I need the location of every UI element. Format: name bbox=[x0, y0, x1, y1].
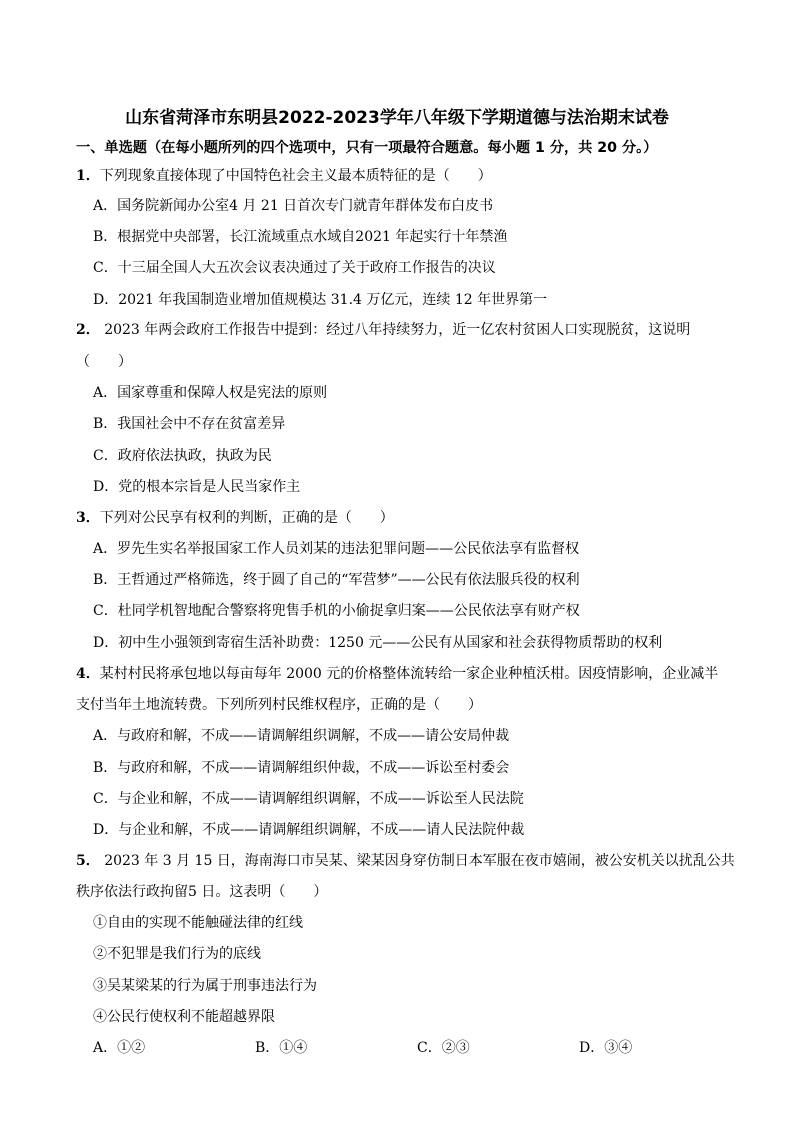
question-3-option-d: D．初中生小强领到寄宿生活补助费：1250 元——公民有从国家和社会获得物质帮助的权利 bbox=[93, 635, 663, 651]
question-3-option-a: A．罗先生实名举报国家工作人员刘某的违法犯罪问题——公民依法享有监督权 bbox=[93, 541, 580, 557]
question-4-stem bbox=[76, 665, 718, 683]
question-4-option-a: A．与政府和解，不成——请调解组织调解，不成——请公安局仲裁 bbox=[93, 728, 510, 744]
question-4-option-d: D．与企业和解，不成——请调解组织调解，不成——请人民法院仲裁 bbox=[93, 822, 525, 838]
section-heading: 一、单选题（在每小题所列的四个选项中，只有一项最符合题意。每小题 1 分，共 20 分。） bbox=[76, 140, 658, 156]
question-1-option-c: C．十三届全国人大五次会议表决通过了关于政府工作报告的决议 bbox=[93, 260, 496, 276]
question-number: 1． bbox=[76, 168, 100, 184]
question-3-stem bbox=[76, 509, 394, 527]
question-2-option-c: C．政府依法执政，执政为民 bbox=[93, 448, 272, 464]
question-5-stem-continued: 秩序依法行政拘留5 日。这表明（ ） bbox=[76, 884, 328, 900]
question-4-option-b: B．与政府和解，不成——请调解组织仲裁，不成——诉讼至村委会 bbox=[93, 760, 510, 776]
question-text: 2023 年 3 月 15 日，海南海口市吴某、梁某因身穿仿制日本军服在夜市嬉闹，被公安机关以扰乱公共 bbox=[99, 853, 735, 869]
question-5-choice-a: A．①② bbox=[93, 1040, 146, 1056]
question-4-stem-continued: 支付当年土地流转费。下列所列村民维权程序，正确的是（ ） bbox=[76, 697, 482, 713]
question-1-option-d: D．2021 年我国制造业增加值规模达 31.4 万亿元，连续 12 年世界第一 bbox=[93, 292, 548, 308]
exam-title: 山东省菏泽市东明县2022-2023学年八年级下学期道德与法治期末试卷 bbox=[125, 108, 669, 128]
question-text: 某村村民将承包地以每亩每年 2000 元的价格整体流转给一家企业种植沃柑。因疫情影响，企业减半 bbox=[99, 666, 719, 682]
question-5-statement-1: ①自由的实现不能触碰法律的红线 bbox=[93, 915, 303, 931]
question-4-option-c: C．与企业和解，不成——请调解组织调解，不成——诉讼至人民法院 bbox=[93, 791, 524, 807]
question-text: 2023 年两会政府工作报告中提到：经过八年持续努力，近一亿农村贫困人口实现脱贫，这说明 bbox=[99, 322, 691, 338]
question-3-option-c: C．杜同学机智地配合警察将兜售手机的小偷捉拿归案——公民依法享有财产权 bbox=[93, 603, 580, 619]
question-number: 5． bbox=[76, 853, 100, 869]
question-1-option-b: B．根据党中央部署，长江流域重点水域自2021 年起实行十年禁渔 bbox=[93, 229, 508, 245]
question-5-choice-c: C．②③ bbox=[417, 1040, 470, 1056]
question-5-statement-3: ③吴某梁某的行为属于刑事违法行为 bbox=[93, 978, 317, 994]
question-5-choice-d: D．③④ bbox=[579, 1040, 633, 1056]
question-1-stem bbox=[76, 167, 492, 185]
question-2-stem bbox=[76, 321, 690, 339]
question-2-option-a: A．国家尊重和保障人权是宪法的原则 bbox=[93, 385, 328, 401]
question-2-option-d: D．党的根本宗旨是人民当家作主 bbox=[93, 479, 301, 495]
question-text: 下列对公民享有权利的判断，正确的是（ ） bbox=[99, 510, 394, 526]
question-number: 3． bbox=[76, 510, 100, 526]
question-3-option-b: B．王哲通过严格筛选，终于圆了自己的“军营梦”——公民有依法服兵役的权利 bbox=[93, 572, 580, 588]
question-2-stem-continued: （ ） bbox=[76, 354, 132, 370]
question-5-choice-b: B．①④ bbox=[255, 1040, 308, 1056]
question-text: 下列现象直接体现了中国特色社会主义最本质特征的是（ ） bbox=[99, 168, 492, 184]
question-number: 2． bbox=[76, 322, 100, 338]
question-5-statement-2: ②不犯罪是我们行为的底线 bbox=[93, 946, 261, 962]
question-1-option-a: A．国务院新闻办公室4 月 21 日首次专门就青年群体发布白皮书 bbox=[93, 198, 494, 214]
question-2-option-b: B．我国社会中不存在贫富差异 bbox=[93, 416, 286, 432]
question-number: 4． bbox=[76, 666, 100, 682]
question-5-statement-4: ④公民行使权利不能超越界限 bbox=[93, 1009, 275, 1025]
question-5-stem bbox=[76, 852, 735, 870]
